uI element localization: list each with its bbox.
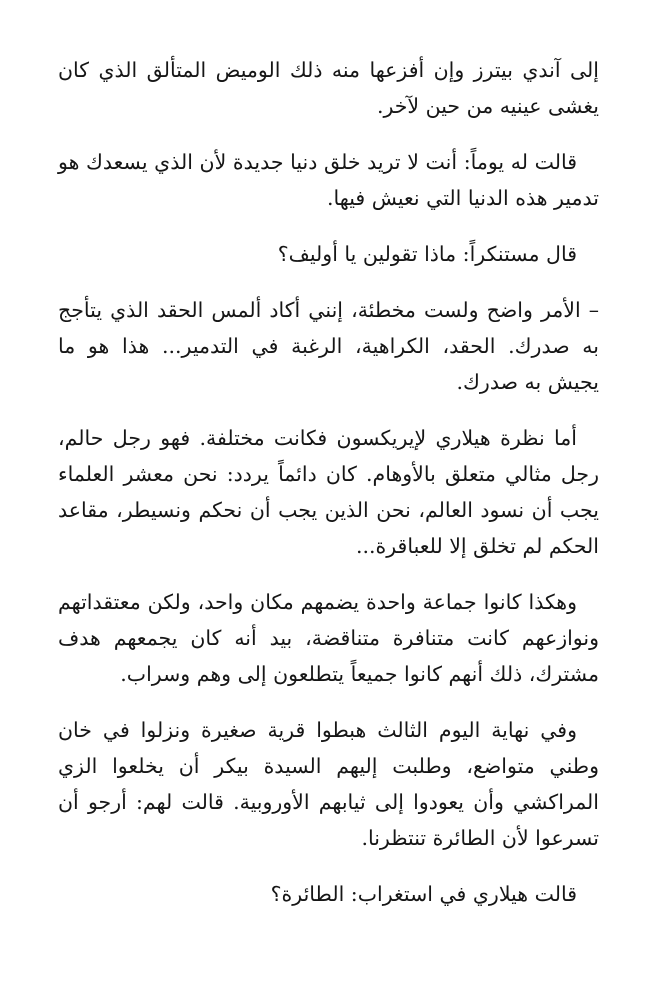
paragraph-2: قالت له يوماً: أنت لا تريد خلق دنيا جديدة لأن الذي يسعدك هو تدمير هذه الدنيا التي نعيش فيها. bbox=[58, 150, 599, 210]
paragraph-8: قالت هيلاري في استغراب: الطائرة؟ bbox=[270, 882, 577, 906]
paragraph-5: أما نظرة هيلاري لإيريكسون فكانت مختلفة. فهو رجل حالم، رجل مثالي متعلق بالأوهام. كان دائماً يردد: نحن معشر العلماء يجب أن نسود العالم، نحن الذين يجب أن نحكم ونسيطر، مقاعد الحكم لم تخلق إلا للعباقرة... bbox=[58, 426, 599, 558]
paragraph-3: قال مستنكراً: ماذا تقولين يا أوليف؟ bbox=[277, 242, 577, 266]
document-page bbox=[58, 52, 599, 932]
paragraph-6: وهكذا كانوا جماعة واحدة يضمهم مكان واحد، ولكن معتقداتهم ونوازعهم كانت متنافرة متناقضة، بيد أنه كان يجمعهم هدف مشترك، ذلك أنهم كانوا جميعاً يتطلعون إلى وهم وسراب. bbox=[58, 590, 599, 686]
paragraph-1: إلى آندي بيترز وإن أفزعها منه ذلك الوميض المتألق الذي كان يغشى عينيه من حين لآخر. bbox=[58, 58, 599, 118]
paragraph-4: – الأمر واضح ولست مخطئة، إنني أكاد ألمس الحقد الذي يتأجج به صدرك. الحقد، الكراهية، الرغبة في التدمير... هذا هو ما يجيش به صدرك. bbox=[58, 298, 599, 394]
paragraph-7: وفي نهاية اليوم الثالث هبطوا قرية صغيرة ونزلوا في خان وطني متواضع، وطلبت إليهم السيدة بيكر أن يخلعوا الزي المراكشي وأن يعودوا إلى ثيابهم الأوروبية. قالت لهم: أرجو أن تسرعوا لأن الطائرة تنتظرنا. bbox=[58, 718, 599, 850]
